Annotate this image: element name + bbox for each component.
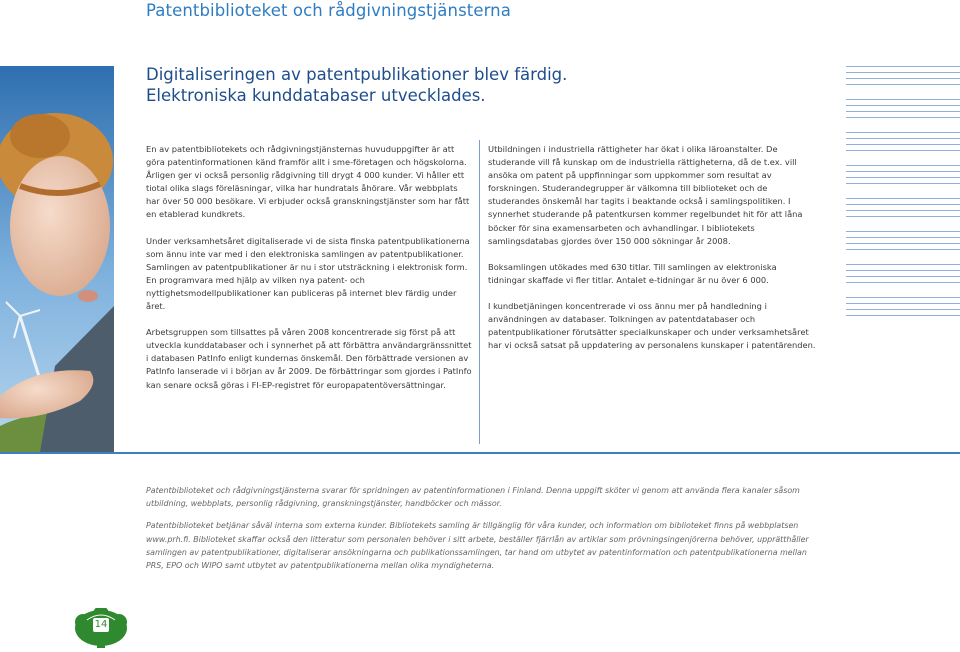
- child-with-wind-turbine-photo: [0, 66, 114, 452]
- footer-paragraph: Patentbiblioteket och rådgivningstjänsterna svarar för spridningen av patentinformationen i Finland. Denna uppgift sköter vi genom att använda flera kanaler såsom utbildning, webbplats, personlig rådgivning, granskningstjänster, handböcker och mässor.: [146, 486, 800, 509]
- column-divider: [479, 140, 480, 444]
- footer-paragraph: Patentbiblioteket betjänar såväl interna som externa kunder. Bibliotekets samling är tillgänglig för våra kunder, och information om biblioteket finns på webbplatsen www.prh.fi. Biblioteket skaffar också den litteratur som personalen behöver i sitt arbete, beställer fjärrlån av artiklar som prövningsingenjörerna behöver, upprätthåller samlingen av patentpublikationer, digitaliserar ansökningarna och publikationssamlingen, tar hand om utbytet av patentinformation och patentpublikationerna mellan PRS, EPO och WIPO samt utbytet av patentpublikationerna mellan olika myndigheterna.: [146, 521, 809, 571]
- paragraph: Utbildningen i industriella rättigheter har ökat i olika läroanstalter. De studerande vill få kunskap om de industriella rättigheterna, då de t.ex. vill ansöka om patent på uppfinningar som uppkommer som resultat av forskningen. Studerandegrupper är välkomna till biblioteket och de studerandes önskemål har tagits i beaktande också i samlingspolitiken. I synnerhet studerande på patentkursen kommer regelbundet hit för att låna böcker för sina examensarbeten och avhandlingar. I bibliotekets samlingsdatabas gjordes över 150 000 sökningar år 2008.: [488, 144, 803, 246]
- paragraph: En av patentbibliotekets och rådgivningstjänsternas huvuduppgifter är att göra patentinformationen känd framför allt i sme-företagen och högskolorna. Årligen ger vi också personlig rådgivning till drygt 4 000 kunder. Vi håller ett tiotal olika slags föreläsningar, vilka har hundratals åhörare. Vår webbplats har över 50 000 besökare. Vi erbjuder också granskningstjänster som har fått en etablerad kundkrets.: [146, 144, 470, 220]
- article-column-left: [146, 143, 472, 405]
- page-number: 14: [94, 619, 108, 630]
- headline-line-1: Digitaliseringen av patentpublikationer blev färdig.: [146, 65, 568, 84]
- paragraph: Arbetsgruppen som tillsattes på våren 2008 koncentrerade sig först på att utveckla kunddatabaser och i synnerhet på att förbättra användargränssnittet i databasen PatInfo enligt kundernas önskemål. Den förbättrade versionen av PatInfo lanserade vi i början av år 2009. De förbättringar som gjordes i PatInfo kan senare också göras i FI-EP-registret för europapatentöversättningar.: [146, 327, 472, 390]
- headline-line-2: Elektroniska kunddatabaser utvecklades.: [146, 86, 486, 105]
- decorative-stripes: [846, 66, 960, 321]
- footer-note: [146, 484, 818, 581]
- article-column-right: [488, 143, 816, 365]
- section-title: Patentbiblioteket och rådgivningstjänsterna: [146, 1, 511, 20]
- horizontal-rule: [0, 452, 960, 454]
- paragraph: Under verksamhetsåret digitaliserade vi de sista finska patentpublikationerna som ännu inte var med i den elektroniska samlingen av patentpublikationer. Samlingen av patentpublikationer är nu i stor utsträckning i elektronisk form. En programvara med hjälp av vilken nya patent- och nyttighetsmodellpublikationer kan publiceras på internet blev färdig under året.: [146, 235, 470, 312]
- paragraph: Boksamlingen utökades med 630 titlar. Till samlingen av elektroniska tidningar skaffade vi fler titlar. Antalet e-tidningar är nu över 6 000.: [488, 261, 777, 285]
- headline: [146, 64, 567, 106]
- paragraph: I kundbetjäningen koncentrerade vi oss ännu mer på handledning i användningen av databaser. Tolkningen av patentdatabaser och patentpublikationer förutsätter specialkunskaper och under verksamhetsåret har vi också satsat på uppdatering av personalens kunskaper i patentärenden.: [488, 300, 816, 351]
